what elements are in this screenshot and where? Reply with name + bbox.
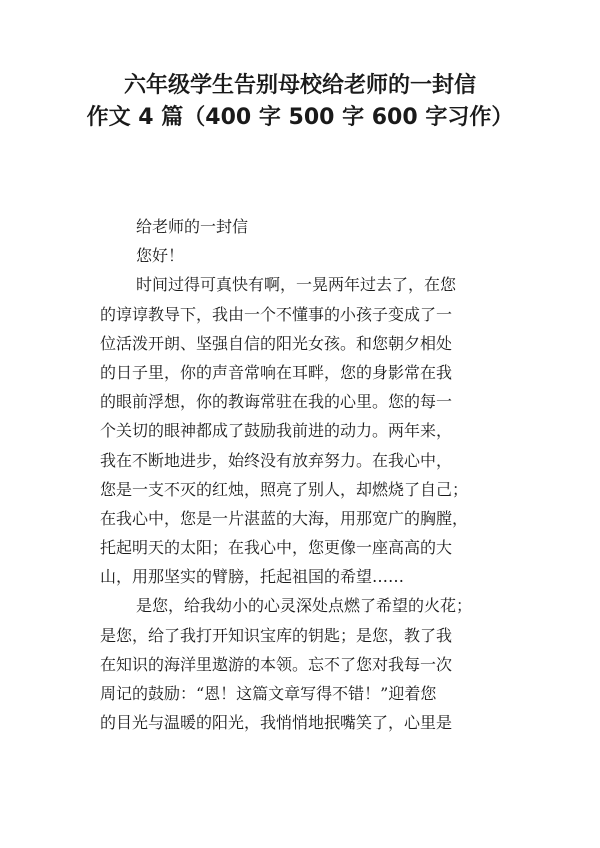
paragraph-line: 我在不断地进步，始终没有放弃努力。在我心中，: [100, 450, 453, 470]
letter-body: [100, 212, 500, 737]
paragraph-line: 位活泼开朗、坚强自信的阳光女孩。和您朝夕相处: [100, 333, 453, 353]
paragraph-line: 您是一支不灭的红烛，照亮了别人，却燃烧了自己；: [100, 479, 469, 499]
letter-greeting: 您好！: [136, 246, 185, 266]
paragraph-line: 是您，给了我打开知识宝库的钥匙；是您，教了我: [100, 625, 453, 645]
paragraph-line: 的目光与温暖的阳光，我悄悄地抿嘴笑了，心里是: [100, 713, 453, 733]
paragraph-line: 的眼前浮想，你的教诲常驻在我的心里。您的每一: [100, 392, 453, 412]
title-line-2: 作文 4 篇（400 字 500 字 600 字习作）: [86, 105, 514, 130]
paragraph-line: 周记的鼓励：“恩！这篇文章写得不错！”迎着您: [100, 684, 437, 703]
letter-heading: 给老师的一封信: [136, 217, 249, 236]
paragraph-line: 的日子里，你的声音常响在耳畔，您的身影常在我: [100, 362, 453, 382]
paragraph-line: 是您，给我幼小的心灵深处点燃了希望的火花；: [136, 596, 473, 616]
paragraph-line: 在知识的海洋里遨游的本领。忘不了您对我每一次: [100, 654, 453, 674]
paragraph-line: 托起明天的太阳；在我心中，您更像一座高高的大: [100, 538, 453, 558]
paragraph-line: 在我心中，您是一片湛蓝的大海，用那宽广的胸膛，: [100, 508, 469, 528]
paragraph-line: 山，用那坚实的臂膀，托起祖国的希望……: [100, 567, 405, 587]
document-title: [0, 70, 600, 134]
paragraph-line: 时间过得可真快有啊，一晃两年过去了，在您: [136, 275, 457, 295]
paragraph-line: 的谆谆教导下，我由一个不懂事的小孩子变成了一: [100, 304, 453, 324]
title-line-1: 六年级学生告别母校给老师的一封信: [123, 73, 476, 98]
paragraph-line: 个关切的眼神都成了鼓励我前进的动力。两年来，: [100, 421, 453, 441]
